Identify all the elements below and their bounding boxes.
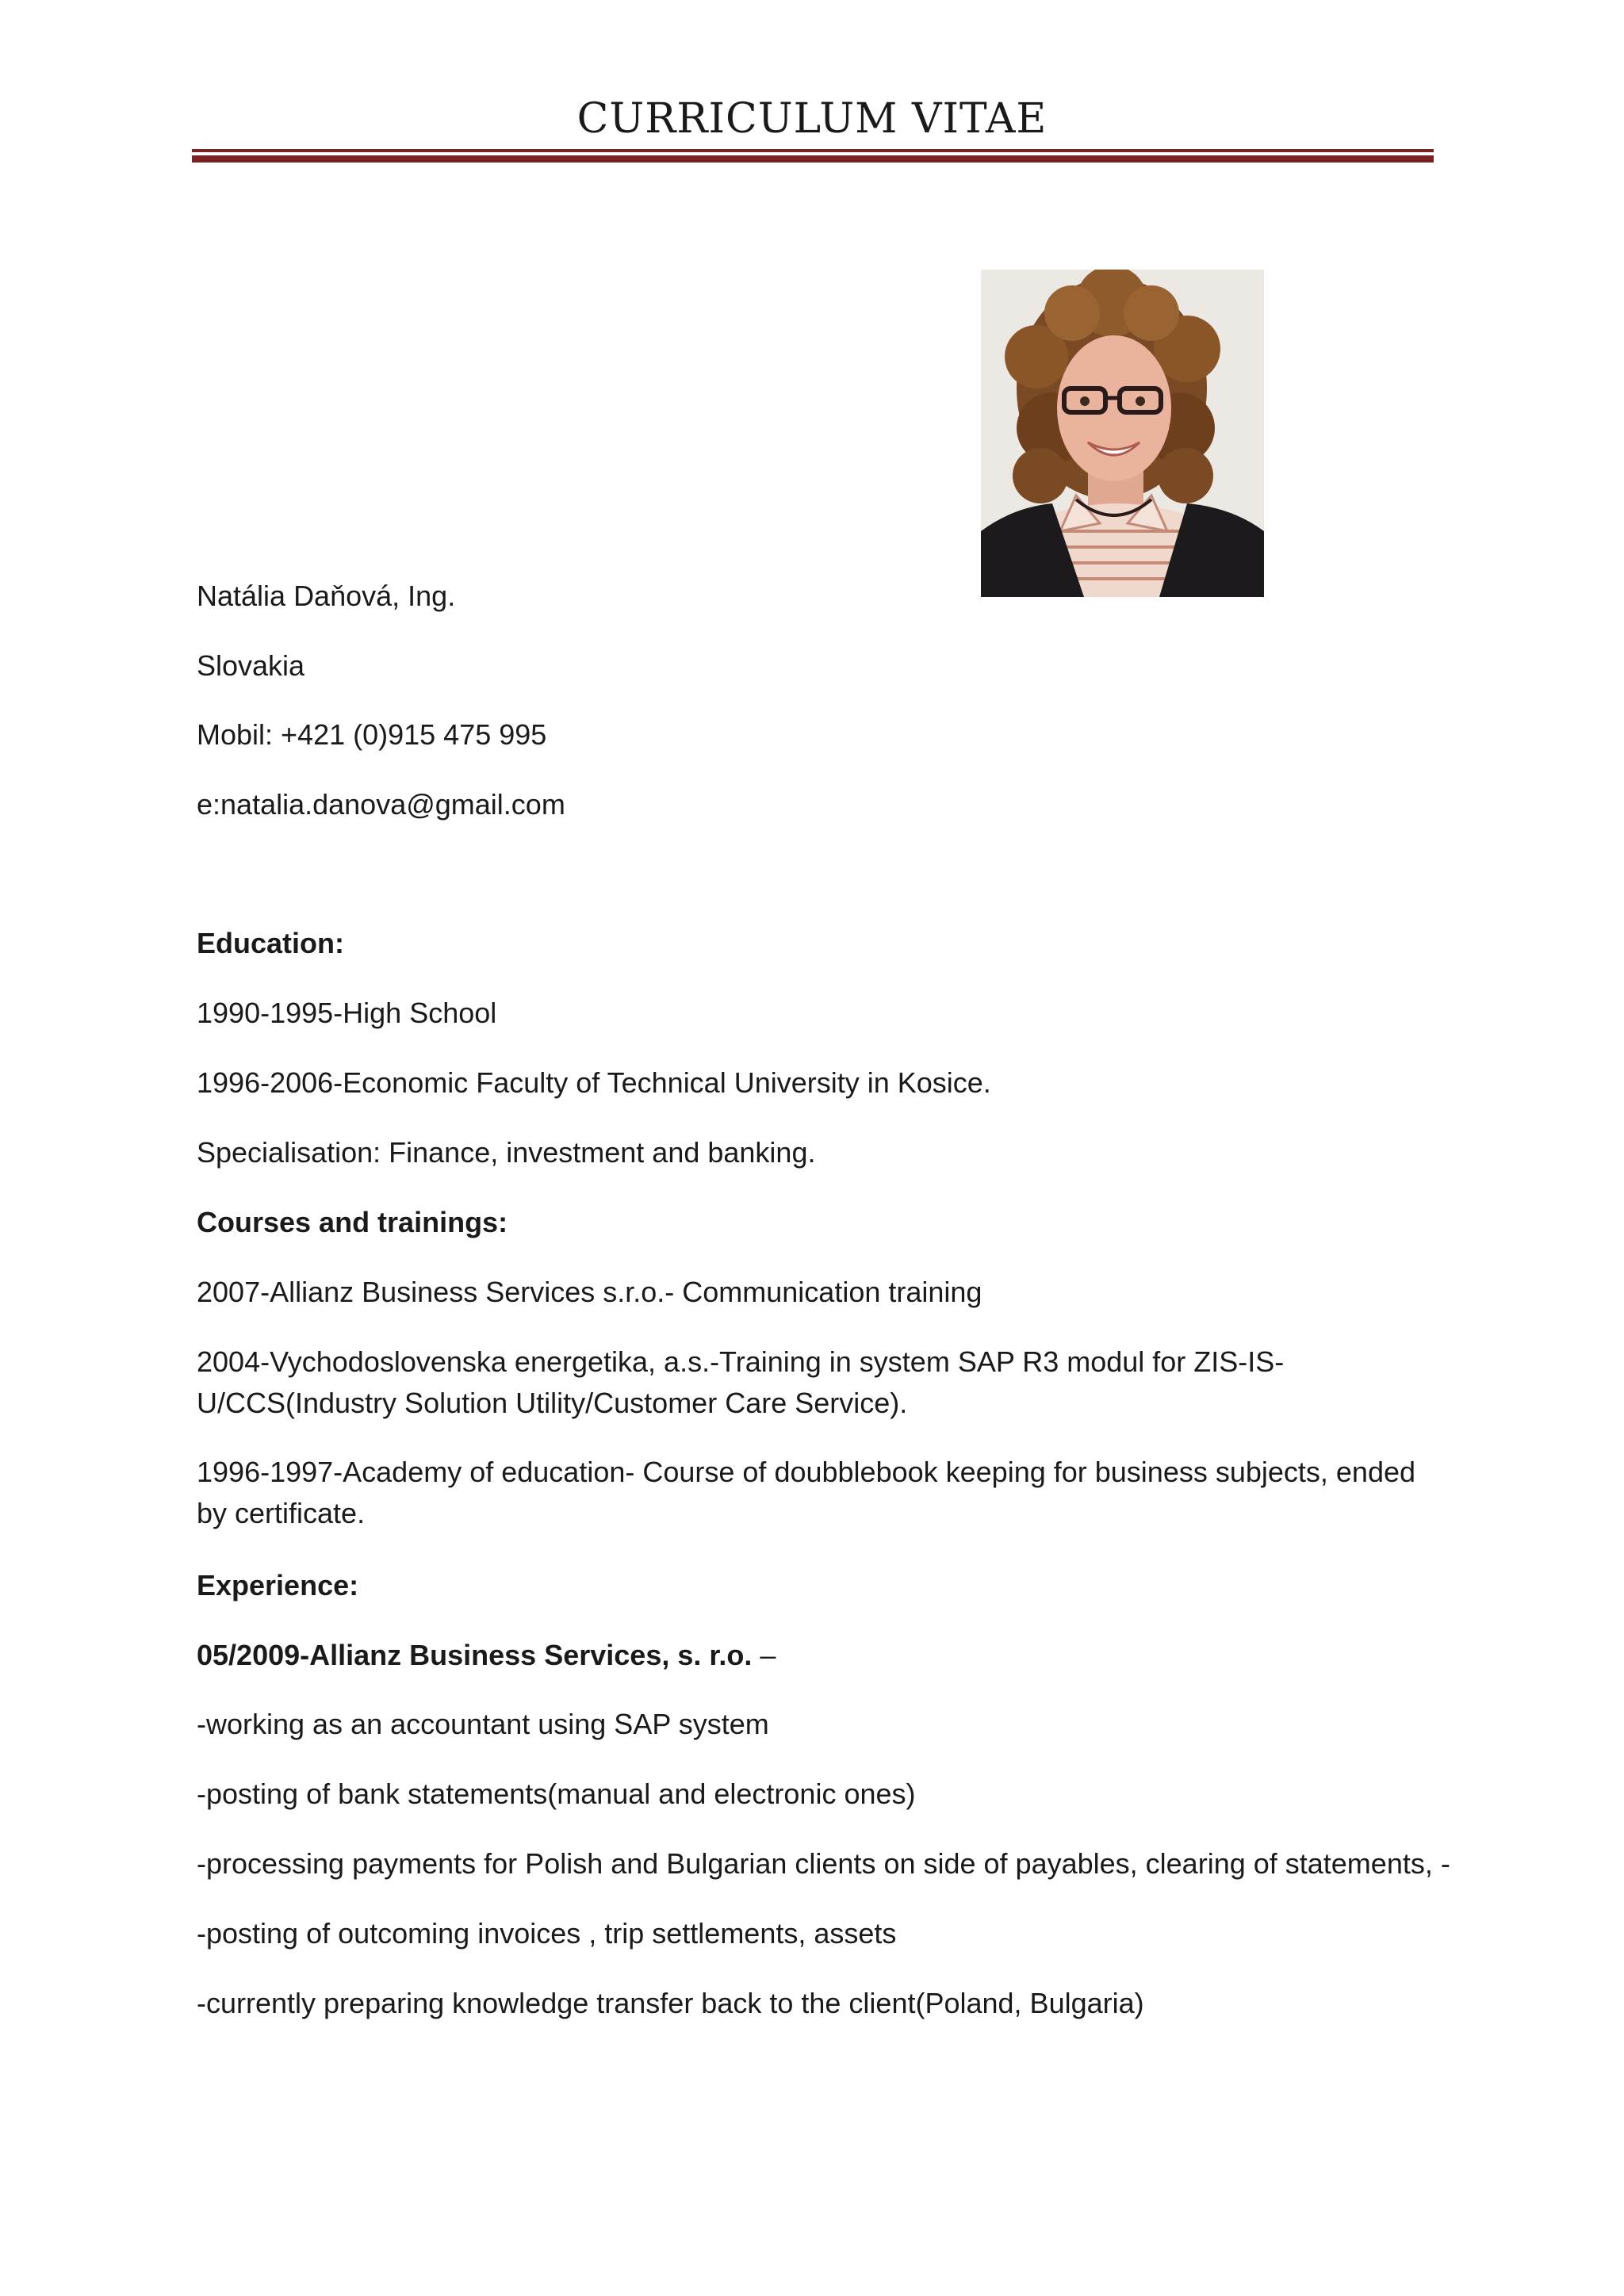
job-title-dash: –: [752, 1639, 776, 1671]
job-title-text: 05/2009-Allianz Business Services, s. r.o.: [197, 1639, 753, 1671]
experience-item: -processing payments for Polish and Bulgarian clients on side of payables, clearing of statements, -: [197, 1847, 1450, 1880]
education-item: Specialisation: Finance, investment and banking.: [197, 1136, 816, 1169]
title-divider-thick: [192, 155, 1434, 163]
experience-item: -currently preparing knowledge transfer back to the client(Poland, Bulgaria): [197, 1987, 1144, 2019]
person-name: Natália Daňová, Ing.: [197, 580, 456, 612]
person-email: e:natalia.danova@gmail.com: [197, 788, 565, 821]
course-item: 2004-Vychodoslovenska energetika, a.s.-Training in system SAP R3 modul for ZIS-IS-U/CCS(Industry Solution Utility/Customer Care Service).: [197, 1345, 1285, 1419]
education-heading: Education:: [197, 927, 344, 959]
experience-item: -posting of bank statements(manual and electronic ones): [197, 1777, 916, 1810]
experience-item: -posting of outcoming invoices , trip settlements, assets: [197, 1917, 897, 1950]
page-title: CURRICULUM VITAE: [576, 95, 1048, 143]
person-mobile: Mobil: +421 (0)915 475 995: [197, 718, 547, 751]
courses-heading: Courses and trainings:: [197, 1206, 508, 1238]
course-item: 2007-Allianz Business Services s.r.o.- Communication training: [197, 1276, 982, 1308]
education-item: 1996-2006-Economic Faculty of Technical University in Kosice.: [197, 1066, 991, 1099]
experience-job-title: [197, 1638, 776, 1673]
experience-heading: Experience:: [197, 1569, 359, 1601]
person-country: Slovakia: [197, 649, 305, 682]
profile-photo: [981, 270, 1264, 597]
course-item: 1996-1997-Academy of education- Course of doubblebook keeping for business subjects, ended by certificate.: [197, 1456, 1416, 1529]
education-item: 1990-1995-High School: [197, 997, 497, 1029]
title-divider-thin: [192, 149, 1434, 152]
experience-item: -working as an accountant using SAP system: [197, 1708, 769, 1740]
